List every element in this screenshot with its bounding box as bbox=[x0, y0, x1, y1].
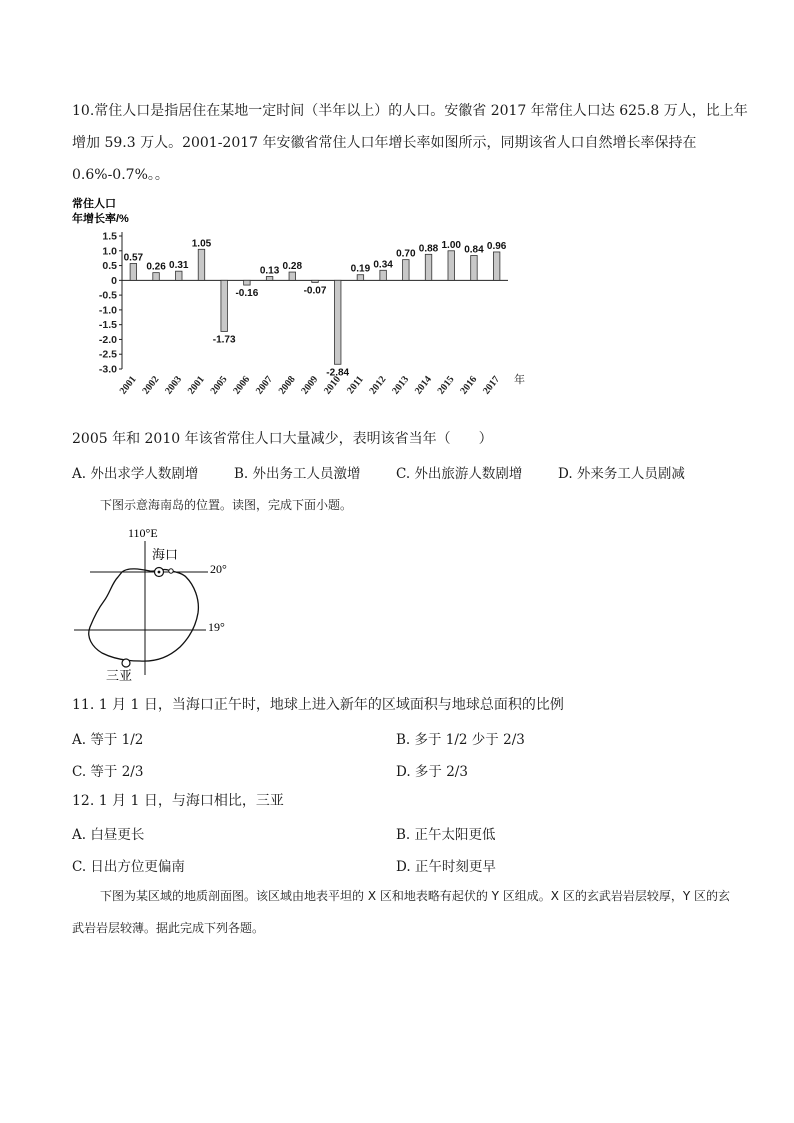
chart-x-tick-label: 2006 bbox=[231, 374, 253, 397]
chart-bar bbox=[198, 249, 205, 280]
chart-x-tick-label: 2010 bbox=[322, 374, 344, 397]
chart-bar bbox=[471, 256, 478, 281]
q11-option-a[interactable]: A. 等于 1/2 bbox=[72, 732, 144, 748]
q10-question: 2005 年和 2010 年该省常住人口大量减少，表明该省当年（ ） bbox=[72, 431, 493, 447]
lon-110e-label: 110°E bbox=[128, 526, 158, 540]
chart-bar bbox=[244, 280, 251, 285]
chart-bar bbox=[130, 263, 137, 280]
chart-data-label: -1.73 bbox=[212, 334, 236, 346]
q12-option-b[interactable]: B. 正午太阳更低 bbox=[396, 827, 496, 843]
chart-bar bbox=[153, 273, 160, 281]
chart-y-tick-label: -0.5 bbox=[98, 289, 117, 302]
q12-options-row2 bbox=[72, 855, 732, 875]
chart-data-label: 0.34 bbox=[373, 259, 393, 271]
chart-x-tick-label: 2001 bbox=[185, 374, 207, 397]
chart-data-label: 0.70 bbox=[396, 248, 416, 260]
lat-20-label: 20° bbox=[210, 562, 227, 576]
chart-data-label: -2.84 bbox=[326, 367, 350, 379]
q11-option-d[interactable]: D. 多于 2/3 bbox=[396, 764, 468, 780]
q10-option-c[interactable]: C. 外出旅游人数剧增 bbox=[396, 466, 523, 482]
q10-stem-line1: 10.常住人口是指居住在某地一定时间（半年以上）的人口。安徽省 2017 年常住人口达 625.8 万人，比上年 bbox=[72, 103, 748, 119]
hainan-island-outline bbox=[89, 569, 199, 661]
chart-x-tick-label: 2003 bbox=[163, 374, 185, 397]
chart-ylabel-line1: 常住人口 bbox=[72, 198, 116, 210]
chart-bar bbox=[448, 251, 455, 281]
q12-option-a[interactable]: A. 白昼更长 bbox=[72, 827, 145, 843]
chart-data-label: 1.00 bbox=[441, 239, 461, 251]
chart-data-label: 0.26 bbox=[146, 261, 166, 273]
chart-bar bbox=[380, 270, 387, 280]
chart-data-label: 0.19 bbox=[350, 263, 371, 275]
q12-option-d[interactable]: D. 正午时刻更早 bbox=[396, 859, 496, 875]
chart-ylabel-line2: 年增长率/% bbox=[72, 213, 129, 225]
growth-rate-chart bbox=[60, 192, 530, 414]
chart-x-tick-label: 2017 bbox=[481, 374, 503, 397]
chart-bar bbox=[289, 272, 296, 280]
q11-question: 11. 1 月 1 日，当海口正午时，地球上进入新年的区域面积与地球总面积的比例 bbox=[72, 697, 564, 713]
chart-data-label: 0.57 bbox=[123, 252, 144, 264]
q12-option-c[interactable]: C. 日出方位更偏南 bbox=[72, 859, 185, 875]
sanya-label: 三亚 bbox=[106, 669, 133, 683]
chart-data-label: 1.05 bbox=[191, 238, 212, 250]
chart-x-tick-label: 2013 bbox=[390, 374, 412, 397]
chart-x-tick-label: 2012 bbox=[367, 374, 389, 397]
chart-x-tick-label: 2008 bbox=[276, 374, 298, 397]
chart-y-tick-label: -1.0 bbox=[98, 304, 117, 317]
chart-x-tick-label: 2009 bbox=[299, 374, 321, 397]
chart-data-label: 0.31 bbox=[169, 260, 189, 272]
q11-options-row1 bbox=[72, 728, 732, 748]
chart-x-tick-label: 2007 bbox=[253, 374, 275, 397]
chart-x-tick-label: 2002 bbox=[140, 374, 162, 397]
chart-y-tick-label: 1.0 bbox=[102, 245, 117, 258]
chart-y-tick-label: -2.5 bbox=[98, 348, 117, 361]
chart-bar bbox=[425, 254, 432, 280]
chart-bar bbox=[403, 260, 410, 281]
chart-bar bbox=[493, 252, 500, 280]
q10-stem-line3: 0.6%-0.7%。。 bbox=[72, 167, 169, 183]
chart-bar bbox=[357, 275, 364, 281]
chart-bar bbox=[334, 280, 341, 364]
q10-options bbox=[72, 462, 732, 482]
chart-x-unit-label: 年 bbox=[514, 374, 525, 386]
q11-option-b[interactable]: B. 多于 1/2 少于 2/3 bbox=[396, 732, 525, 748]
q10-option-a[interactable]: A. 外出求学人数剧增 bbox=[72, 466, 199, 482]
chart-bar bbox=[312, 280, 319, 282]
haikou-label: 海口 bbox=[152, 548, 179, 563]
chart-data-label: 0.88 bbox=[418, 243, 439, 255]
hainan-intro: 下图示意海南岛的位置。读图，完成下面小题。 bbox=[100, 498, 353, 512]
q10-option-b[interactable]: B. 外出务工人员激增 bbox=[234, 466, 361, 482]
q10-stem-line2: 增加 59.3 万人。2001-2017 年安徽省常住人口年增长率如图所示，同期该省人口自然增长率保持在 bbox=[72, 135, 697, 151]
chart-x-tick-label: 2014 bbox=[412, 374, 434, 397]
sanya-marker bbox=[122, 659, 130, 667]
chart-y-tick-label: 0.5 bbox=[102, 260, 117, 273]
chart-y-tick-label: -3.0 bbox=[98, 363, 117, 376]
chart-data-label: 0.13 bbox=[259, 265, 280, 277]
chart-y-tick-label: -1.5 bbox=[98, 319, 117, 332]
chart-x-tick-label: 2011 bbox=[345, 374, 366, 397]
chart-bar bbox=[266, 276, 273, 280]
chart-y-tick-label: -2.0 bbox=[98, 333, 117, 346]
chart-data-label: 0.28 bbox=[282, 261, 303, 273]
chart-bar bbox=[176, 271, 183, 280]
chart-data-label: -0.07 bbox=[303, 285, 327, 297]
chart-y-tick-label: 0 bbox=[111, 274, 117, 287]
lat-19-label: 19° bbox=[208, 620, 225, 634]
q12-options-row1 bbox=[72, 823, 732, 843]
hainan-map bbox=[70, 525, 270, 683]
chart-data-label: 0.96 bbox=[486, 240, 507, 252]
chart-y-tick-label: 1.5 bbox=[102, 230, 117, 243]
chart-data-label: -0.16 bbox=[235, 288, 259, 300]
q11-options-row2 bbox=[72, 760, 732, 780]
chart-x-tick-label: 2015 bbox=[435, 374, 457, 397]
chart-bar bbox=[221, 280, 228, 331]
chart-x-tick-label: 2005 bbox=[208, 374, 230, 397]
chart-x-tick-label: 2001 bbox=[117, 374, 139, 397]
chart-data-label: 0.84 bbox=[464, 244, 484, 256]
chart-x-tick-label: 2016 bbox=[458, 374, 480, 397]
q11-option-c[interactable]: C. 等于 2/3 bbox=[72, 764, 144, 780]
q12-question: 12. 1 月 1 日，与海口相比，三亚 bbox=[72, 793, 284, 809]
q10-option-d[interactable]: D. 外来务工人员剧减 bbox=[558, 466, 685, 482]
geology-intro: 下图为某区域的地质剖面图。该区域由地表平坦的 X 区和地表略有起伏的 Y 区组成。X 区的玄武岩岩层较厚，Y 区的玄武岩岩层较薄。据此完成下列各题。 bbox=[72, 889, 730, 935]
